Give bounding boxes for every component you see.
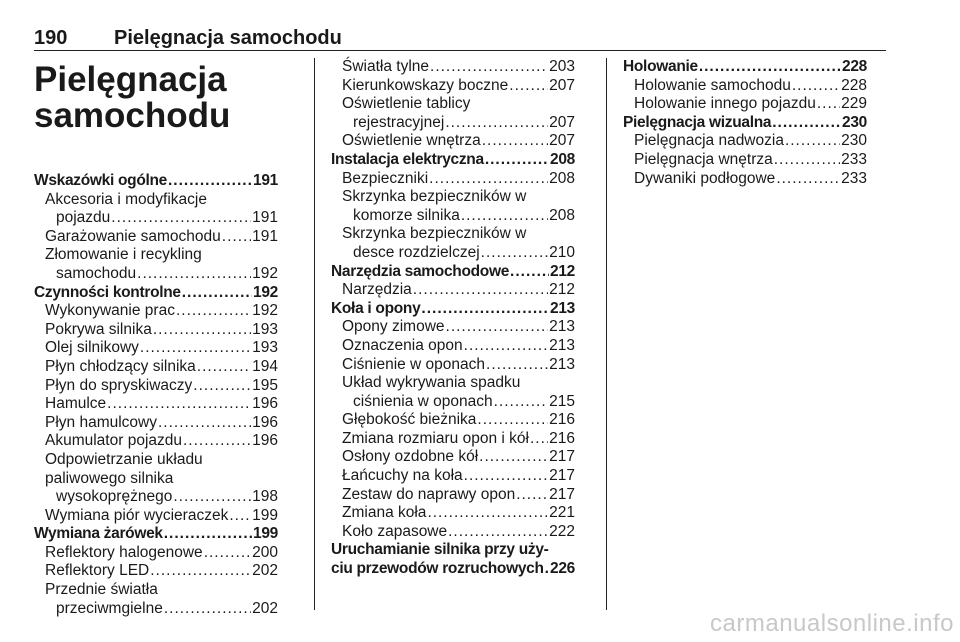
toc-section-entry[interactable] xyxy=(623,58,867,77)
toc-section-entry[interactable] xyxy=(331,263,575,282)
page-ref: 193 xyxy=(252,339,278,357)
toc-entry-row xyxy=(45,507,278,526)
page-header xyxy=(34,26,886,51)
toc-entry-row xyxy=(34,525,278,544)
page-ref: 213 xyxy=(549,318,575,336)
toc-entry-row xyxy=(45,377,278,396)
entry-title: wysokoprężnego xyxy=(56,488,173,506)
toc-entry-row xyxy=(342,393,575,412)
dot-leader xyxy=(164,600,251,619)
entry-title: Reflektory LED xyxy=(45,562,150,580)
dot-leader xyxy=(481,244,548,263)
page-ref: 191 xyxy=(252,227,278,245)
entry-title: desce rozdzielczej xyxy=(353,243,480,261)
page-ref: 233 xyxy=(841,169,867,187)
toc-subentry[interactable] xyxy=(34,377,278,396)
chapter-title xyxy=(34,62,304,134)
page-ref: 221 xyxy=(549,504,575,522)
toc-subentry[interactable] xyxy=(34,246,278,283)
entry-title: Pokrywa silnika xyxy=(45,320,152,338)
toc-subentry[interactable] xyxy=(331,448,575,467)
section-title: Narzędzia samochodowe xyxy=(331,262,510,280)
page-ref: 228 xyxy=(842,58,867,75)
page-ref: 216 xyxy=(549,429,575,447)
page-ref: 207 xyxy=(549,113,575,131)
toc-subentry[interactable] xyxy=(623,95,867,114)
toc-subentry[interactable] xyxy=(34,414,278,433)
dot-leader xyxy=(785,132,840,151)
page-ref: 213 xyxy=(549,355,575,373)
dot-leader xyxy=(229,507,251,526)
toc-entry-row xyxy=(342,448,575,467)
page-ref: 216 xyxy=(549,411,575,429)
dot-leader xyxy=(461,207,548,226)
section-title: Instalacja elektryczna xyxy=(331,150,484,168)
page-ref: 199 xyxy=(253,525,278,543)
entry-title: Zmiana koła xyxy=(342,504,427,522)
toc-entry-row xyxy=(45,358,278,377)
toc-section-entry[interactable] xyxy=(331,541,575,578)
entry-title: Holowanie innego pojazdu xyxy=(634,95,816,113)
dot-leader xyxy=(137,265,251,284)
dot-leader xyxy=(516,486,548,505)
toc-section-entry[interactable] xyxy=(623,114,867,133)
dot-leader xyxy=(430,58,548,77)
entry-title: Płyn chłodzący silnika xyxy=(45,357,196,375)
toc-subentry[interactable] xyxy=(34,432,278,451)
page-ref: 191 xyxy=(252,209,278,227)
page-ref: 226 xyxy=(550,560,575,578)
toc-subentry[interactable] xyxy=(34,302,278,321)
toc-column-1 xyxy=(34,172,278,618)
dot-leader xyxy=(150,562,251,581)
dot-leader xyxy=(168,172,252,191)
dot-leader xyxy=(158,414,251,433)
entry-title: Ciśnienie w oponach xyxy=(342,355,486,373)
page-ref: 192 xyxy=(252,302,278,320)
page-ref: 212 xyxy=(549,281,575,299)
entry-title: Opony zimowe xyxy=(342,318,445,336)
dot-leader xyxy=(445,114,548,133)
page-number: 190 xyxy=(34,27,68,49)
toc-entry-line: Skrzynka bezpieczników w xyxy=(342,225,527,243)
toc-subentry[interactable] xyxy=(34,321,278,340)
page-ref: 213 xyxy=(550,299,575,317)
dot-leader xyxy=(413,281,548,300)
toc-entry-row xyxy=(342,281,575,300)
entry-title: Reflektory halogenowe xyxy=(45,543,203,561)
toc-entry-row xyxy=(342,411,575,430)
toc-subentry[interactable] xyxy=(34,191,278,228)
page-ref: 222 xyxy=(549,522,575,540)
toc-section-entry[interactable] xyxy=(331,300,575,319)
dot-leader xyxy=(479,448,548,467)
toc-entry-row xyxy=(342,356,575,375)
dot-leader xyxy=(486,356,548,375)
dot-leader xyxy=(774,151,840,170)
entry-title: Głębokość bieżnika xyxy=(342,411,477,429)
dot-leader xyxy=(176,302,251,321)
page-ref: 193 xyxy=(252,320,278,338)
entry-title: Płyn hamulcowy xyxy=(45,413,157,431)
page-ref: 230 xyxy=(841,132,867,150)
page-ref: 212 xyxy=(550,262,575,280)
toc-entry-row xyxy=(331,263,575,282)
section-title: Wskazówki ogólne xyxy=(34,172,167,189)
toc-entry-line: Odpowietrzanie układu xyxy=(45,450,203,468)
page-ref: 191 xyxy=(253,172,278,189)
toc-entry-row xyxy=(342,486,575,505)
toc-entry-row xyxy=(45,488,278,507)
dot-leader xyxy=(111,209,251,228)
toc-subentry[interactable] xyxy=(331,467,575,486)
toc-entry-row xyxy=(342,318,575,337)
page-ref: 228 xyxy=(841,76,867,94)
entry-title: Kierunkowskazy boczne xyxy=(342,76,509,94)
dot-leader xyxy=(772,114,841,133)
toc-subentry[interactable] xyxy=(34,228,278,247)
toc-subentry[interactable] xyxy=(623,77,867,96)
toc-subentry[interactable] xyxy=(331,337,575,356)
toc-subentry[interactable] xyxy=(331,356,575,375)
dot-leader xyxy=(183,432,251,451)
page-ref: 233 xyxy=(841,150,867,168)
toc-column-3 xyxy=(623,58,867,188)
page-ref: 196 xyxy=(252,395,278,413)
dot-leader xyxy=(530,430,548,449)
toc-entry-row xyxy=(34,284,278,303)
entry-title: Pielęgnacja wnętrza xyxy=(634,150,773,168)
toc-subentry[interactable] xyxy=(623,132,867,151)
page-ref: 217 xyxy=(549,467,575,485)
page-ref: 208 xyxy=(550,150,575,168)
toc-entry-row xyxy=(45,265,278,284)
toc-entry-line: Złomowanie i recykling xyxy=(45,246,202,264)
entry-title: Oznaczenia opon xyxy=(342,336,463,354)
page-ref: 199 xyxy=(252,506,278,524)
page-ref: 213 xyxy=(549,336,575,354)
toc-subentry[interactable] xyxy=(34,339,278,358)
dot-leader xyxy=(448,523,548,542)
toc-entry-row xyxy=(634,95,867,114)
toc-subentry[interactable] xyxy=(34,507,278,526)
section-title: ciu przewodów rozruchowych xyxy=(331,560,544,578)
dot-leader xyxy=(510,263,549,282)
dot-leader xyxy=(464,467,548,486)
toc-entry-row xyxy=(342,170,575,189)
page-ref: 217 xyxy=(549,448,575,466)
toc-subentry[interactable] xyxy=(34,581,278,618)
entry-title: Oświetlenie wnętrza xyxy=(342,132,481,150)
entry-title: Hamulce xyxy=(45,395,107,413)
entry-title: Wymiana piór wycieraczek xyxy=(45,506,229,524)
entry-title: Bezpieczniki xyxy=(342,169,429,187)
toc-section-entry[interactable] xyxy=(34,172,278,191)
toc-entry-row xyxy=(45,395,278,414)
dot-leader xyxy=(464,337,548,356)
dot-leader xyxy=(173,488,251,507)
toc-entry-row xyxy=(634,170,867,189)
toc-section-entry[interactable] xyxy=(331,151,575,170)
toc-subentry[interactable] xyxy=(331,281,575,300)
page-ref: 208 xyxy=(549,206,575,224)
dot-leader xyxy=(153,321,251,340)
toc-subentry[interactable] xyxy=(331,523,575,542)
toc-entry-row xyxy=(342,430,575,449)
section-title: Koła i opony xyxy=(331,299,421,317)
dot-leader xyxy=(482,132,548,151)
dot-leader xyxy=(140,339,251,358)
toc-entry-row xyxy=(331,300,575,319)
entry-title: Zmiana rozmiaru opon i kół xyxy=(342,429,529,447)
page-ref: 207 xyxy=(549,132,575,150)
toc-subentry[interactable] xyxy=(331,95,575,132)
toc-entry-row xyxy=(45,414,278,433)
entry-title: Garażowanie samochodu xyxy=(45,227,221,245)
toc-entry-row xyxy=(342,244,575,263)
toc-entry-row xyxy=(342,337,575,356)
toc-entry-row xyxy=(45,600,278,619)
entry-title: Narzędzia xyxy=(342,281,412,299)
dot-leader xyxy=(204,544,251,563)
page-ref: 217 xyxy=(549,485,575,503)
toc-entry-row xyxy=(623,58,867,77)
section-title: Czynności kontrolne xyxy=(34,283,181,301)
column-divider xyxy=(314,58,315,610)
toc-subentry[interactable] xyxy=(331,504,575,523)
toc-entry-row xyxy=(342,523,575,542)
toc-subentry[interactable] xyxy=(331,318,575,337)
toc-entry-row xyxy=(634,132,867,151)
toc-entry-line: Akcesoria i modyfikacje xyxy=(45,190,207,208)
toc-entry-row xyxy=(45,302,278,321)
section-title: Wymiana żarówek xyxy=(34,525,163,543)
page-ref: 192 xyxy=(252,264,278,282)
toc-entry-line: Uruchamianie silnika przy uży- xyxy=(331,541,549,559)
toc-entry-line: paliwowego silnika xyxy=(45,469,174,487)
column-divider xyxy=(606,58,607,610)
toc-subentry[interactable] xyxy=(331,374,575,411)
entry-title: Olej silnikowy xyxy=(45,339,139,357)
entry-title: Dywaniki podłogowe xyxy=(634,169,776,187)
toc-section-entry[interactable] xyxy=(34,284,278,303)
toc-entry-row xyxy=(342,504,575,523)
chapter-title-line: Pielęgnacja xyxy=(34,60,227,99)
entry-title: Płyn do spryskiwaczy xyxy=(45,376,193,394)
dot-leader xyxy=(421,300,549,319)
chapter-title-line: samochodu xyxy=(34,96,231,135)
toc-entry-row xyxy=(623,114,867,133)
dot-leader xyxy=(164,525,252,544)
section-title: Holowanie xyxy=(623,58,698,75)
toc-entry-line: Układ wykrywania spadku xyxy=(342,374,521,392)
watermark: carmanualsonline.info xyxy=(710,610,954,637)
entry-title: pojazdu xyxy=(56,209,111,227)
toc-entry-row xyxy=(342,58,575,77)
entry-title: samochodu xyxy=(56,264,137,282)
dot-leader xyxy=(477,411,548,430)
dot-leader xyxy=(427,504,548,523)
dot-leader xyxy=(222,228,251,247)
dot-leader xyxy=(107,395,251,414)
toc-entry-row xyxy=(342,207,575,226)
running-title: Pielęgnacja samochodu xyxy=(114,27,342,49)
page-ref: 198 xyxy=(252,488,278,506)
dot-leader xyxy=(429,170,548,189)
toc-entry-row xyxy=(634,151,867,170)
dot-leader xyxy=(197,358,251,377)
toc-section-entry[interactable] xyxy=(34,525,278,544)
toc-subentry[interactable] xyxy=(331,430,575,449)
toc-subentry[interactable] xyxy=(34,358,278,377)
toc-entry-row xyxy=(45,432,278,451)
dot-leader xyxy=(817,95,840,114)
toc-subentry[interactable] xyxy=(331,411,575,430)
page-ref: 195 xyxy=(252,376,278,394)
dot-leader xyxy=(509,77,548,96)
dot-leader xyxy=(545,560,549,579)
toc-subentry[interactable] xyxy=(331,58,575,77)
toc-entry-row xyxy=(342,114,575,133)
page-ref: 208 xyxy=(549,169,575,187)
dot-leader xyxy=(182,284,252,303)
entry-title: Wykonywanie prac xyxy=(45,302,175,320)
entry-title: Zestaw do naprawy opon xyxy=(342,485,516,503)
dot-leader xyxy=(776,170,840,189)
entry-title: komorze silnika xyxy=(353,206,460,224)
dot-leader xyxy=(485,151,549,170)
entry-title: Pielęgnacja nadwozia xyxy=(634,132,784,150)
entry-title: Osłony ozdobne kół xyxy=(342,448,479,466)
toc-subentry[interactable] xyxy=(331,188,575,225)
page-ref: 200 xyxy=(252,543,278,561)
toc-subentry[interactable] xyxy=(623,170,867,189)
toc-subentry[interactable] xyxy=(34,562,278,581)
entry-title: Holowanie samochodu xyxy=(634,76,791,94)
toc-entry-row xyxy=(45,228,278,247)
page-ref: 196 xyxy=(252,432,278,450)
toc-entry-row xyxy=(331,560,575,579)
dot-leader xyxy=(792,77,840,96)
dot-leader xyxy=(699,58,841,77)
toc-entry-line: Skrzynka bezpieczników w xyxy=(342,188,527,206)
toc-entry-row xyxy=(342,77,575,96)
toc-subentry[interactable] xyxy=(331,132,575,151)
toc-entry-row xyxy=(45,339,278,358)
page-ref: 229 xyxy=(841,95,867,113)
entry-title: Łańcuchy na koła xyxy=(342,467,463,485)
page-ref: 210 xyxy=(549,243,575,261)
entry-title: przeciwmgielne xyxy=(56,599,163,617)
entry-title: Koło zapasowe xyxy=(342,522,448,540)
toc-column-2 xyxy=(331,58,575,579)
toc-entry-row xyxy=(34,172,278,191)
toc-subentry[interactable] xyxy=(34,544,278,563)
toc-subentry[interactable] xyxy=(623,151,867,170)
toc-subentry[interactable] xyxy=(34,451,278,507)
page-ref: 215 xyxy=(549,392,575,410)
toc-entry-row xyxy=(634,77,867,96)
page-ref: 207 xyxy=(549,76,575,94)
toc-entry-row xyxy=(342,467,575,486)
toc-subentry[interactable] xyxy=(331,486,575,505)
toc-entry-row xyxy=(342,132,575,151)
toc-entry-line: Oświetlenie tablicy xyxy=(342,95,471,113)
page-ref: 196 xyxy=(252,413,278,431)
toc-entry-row xyxy=(45,321,278,340)
toc-entry-row xyxy=(45,562,278,581)
toc-entry-row xyxy=(45,209,278,228)
page-ref: 203 xyxy=(549,58,575,75)
entry-title: Światła tylne xyxy=(342,58,430,75)
entry-title: ciśnienia w oponach xyxy=(353,392,493,410)
dot-leader xyxy=(446,318,549,337)
entry-title: Akumulator pojazdu xyxy=(45,432,182,450)
toc-subentry[interactable] xyxy=(331,77,575,96)
toc-subentry[interactable] xyxy=(331,170,575,189)
page-ref: 194 xyxy=(252,357,278,375)
page-ref: 202 xyxy=(252,562,278,580)
toc-subentry[interactable] xyxy=(34,395,278,414)
dot-leader xyxy=(193,377,251,396)
page-ref: 202 xyxy=(252,599,278,617)
page-ref: 192 xyxy=(253,283,278,301)
toc-entry-line: Przednie światła xyxy=(45,581,158,599)
section-title: Pielęgnacja wizualna xyxy=(623,113,772,131)
entry-title: rejestracyjnej xyxy=(353,113,445,131)
toc-subentry[interactable] xyxy=(331,225,575,262)
toc-entry-row xyxy=(45,544,278,563)
dot-leader xyxy=(494,393,549,412)
toc-entry-row xyxy=(331,151,575,170)
page-ref: 230 xyxy=(842,113,867,131)
